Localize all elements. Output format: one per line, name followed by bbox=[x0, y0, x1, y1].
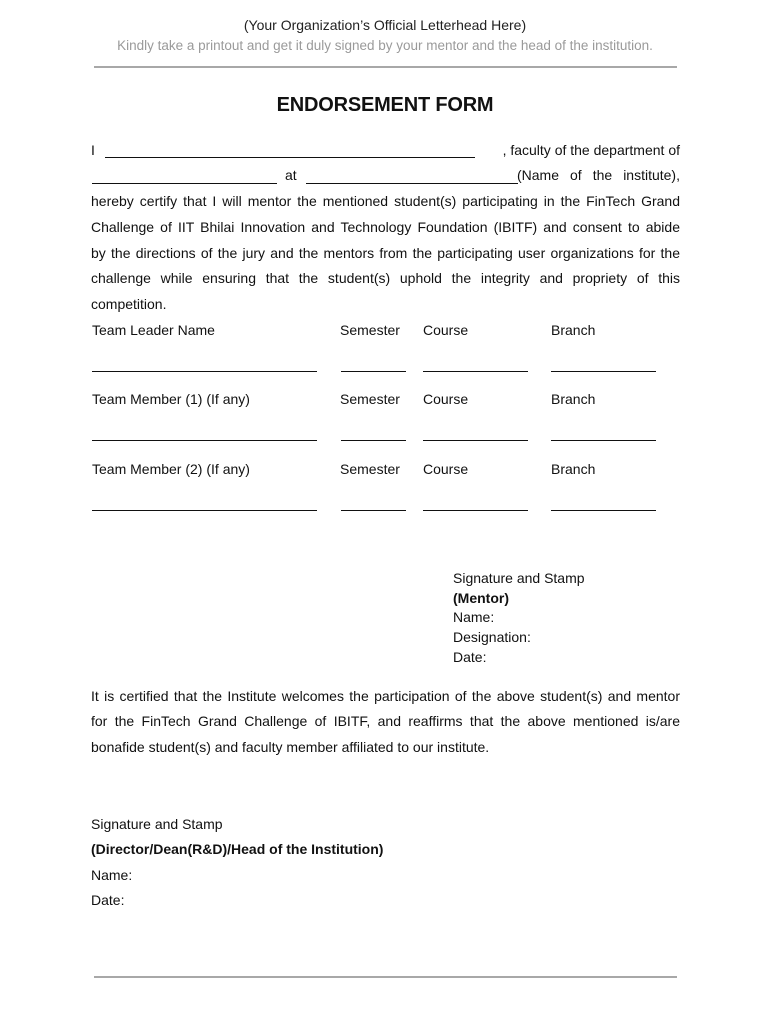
form-title: ENDORSEMENT FORM bbox=[276, 94, 494, 116]
head-role-label: (Director/Dean(R&D)/Head of the Institution) bbox=[91, 841, 384, 857]
head-date-label: Date: bbox=[91, 892, 125, 908]
head-signature-label: Signature and Stamp bbox=[91, 816, 223, 832]
mentor-signature-label: Signature and Stamp bbox=[453, 570, 585, 586]
name-of-institute-text: (Name of the institute), bbox=[517, 167, 680, 183]
certification-line: bonafide student(s) and faculty member affiliated to our institute. bbox=[91, 739, 490, 755]
team-member-1-name-blank[interactable] bbox=[92, 440, 317, 441]
semester-label: Semester bbox=[340, 322, 400, 338]
team-member-1-semester-blank[interactable] bbox=[341, 440, 406, 441]
mentor-name-label: Name: bbox=[453, 609, 495, 625]
footer-divider bbox=[94, 976, 677, 978]
team-member-1-label: Team Member (1) (If any) bbox=[92, 391, 250, 407]
header-divider bbox=[94, 66, 677, 68]
declaration-line: challenge while ensuring that the student(s) uphold the integrity and propriety of this bbox=[91, 270, 680, 286]
team-leader-name-blank[interactable] bbox=[92, 371, 317, 372]
mentor-role-label: (Mentor) bbox=[453, 590, 509, 606]
team-member-2-branch-blank[interactable] bbox=[551, 510, 656, 511]
certification-line: for the FinTech Grand Challenge of IBITF, and reaffirms that the above mentioned is/are bbox=[91, 713, 680, 729]
team-leader-branch-blank[interactable] bbox=[551, 371, 656, 372]
faculty-of-text: , faculty of the department of bbox=[502, 142, 680, 158]
team-member-2-name-blank[interactable] bbox=[92, 510, 317, 511]
team-leader-semester-blank[interactable] bbox=[341, 371, 406, 372]
semester-label: Semester bbox=[340, 461, 400, 477]
team-member-1-course-blank[interactable] bbox=[423, 440, 528, 441]
team-member-1-branch-blank[interactable] bbox=[551, 440, 656, 441]
declaration-line: competition. bbox=[91, 296, 167, 312]
declaration-line: hereby certify that I will mentor the mentioned student(s) participating in the FinTech Grand bbox=[91, 193, 680, 209]
team-leader-label: Team Leader Name bbox=[92, 322, 215, 338]
head-name-label: Name: bbox=[91, 867, 133, 883]
team-member-2-semester-blank[interactable] bbox=[341, 510, 406, 511]
letterhead-placeholder: (Your Organization’s Official Letterhead Here) bbox=[243, 17, 527, 33]
semester-label: Semester bbox=[340, 391, 400, 407]
branch-label: Branch bbox=[551, 461, 596, 477]
mentor-date-label: Date: bbox=[453, 649, 487, 665]
institute-blank[interactable] bbox=[306, 183, 518, 184]
branch-label: Branch bbox=[551, 391, 596, 407]
department-blank[interactable] bbox=[92, 183, 277, 184]
team-member-2-course-blank[interactable] bbox=[423, 510, 528, 511]
declaration-at: at bbox=[285, 167, 297, 183]
mentor-name-blank[interactable] bbox=[105, 157, 475, 158]
declaration-i: I bbox=[91, 142, 95, 158]
branch-label: Branch bbox=[551, 322, 596, 338]
mentor-designation-label: Designation: bbox=[453, 629, 531, 645]
declaration-line: by the directions of the jury and the mentors from the participating user organizations for the bbox=[91, 245, 680, 261]
course-label: Course bbox=[423, 322, 469, 338]
declaration-line: Challenge of IIT Bhilai Innovation and Technology Foundation (IBITF) and consent to abide bbox=[91, 219, 680, 235]
team-member-2-label: Team Member (2) (If any) bbox=[92, 461, 250, 477]
team-leader-course-blank[interactable] bbox=[423, 371, 528, 372]
course-label: Course bbox=[423, 461, 469, 477]
course-label: Course bbox=[423, 391, 469, 407]
print-instruction: Kindly take a printout and get it duly signed by your mentor and the head of the institution. bbox=[117, 38, 653, 53]
certification-line: It is certified that the Institute welcomes the participation of the above student(s) and mentor bbox=[91, 688, 680, 704]
